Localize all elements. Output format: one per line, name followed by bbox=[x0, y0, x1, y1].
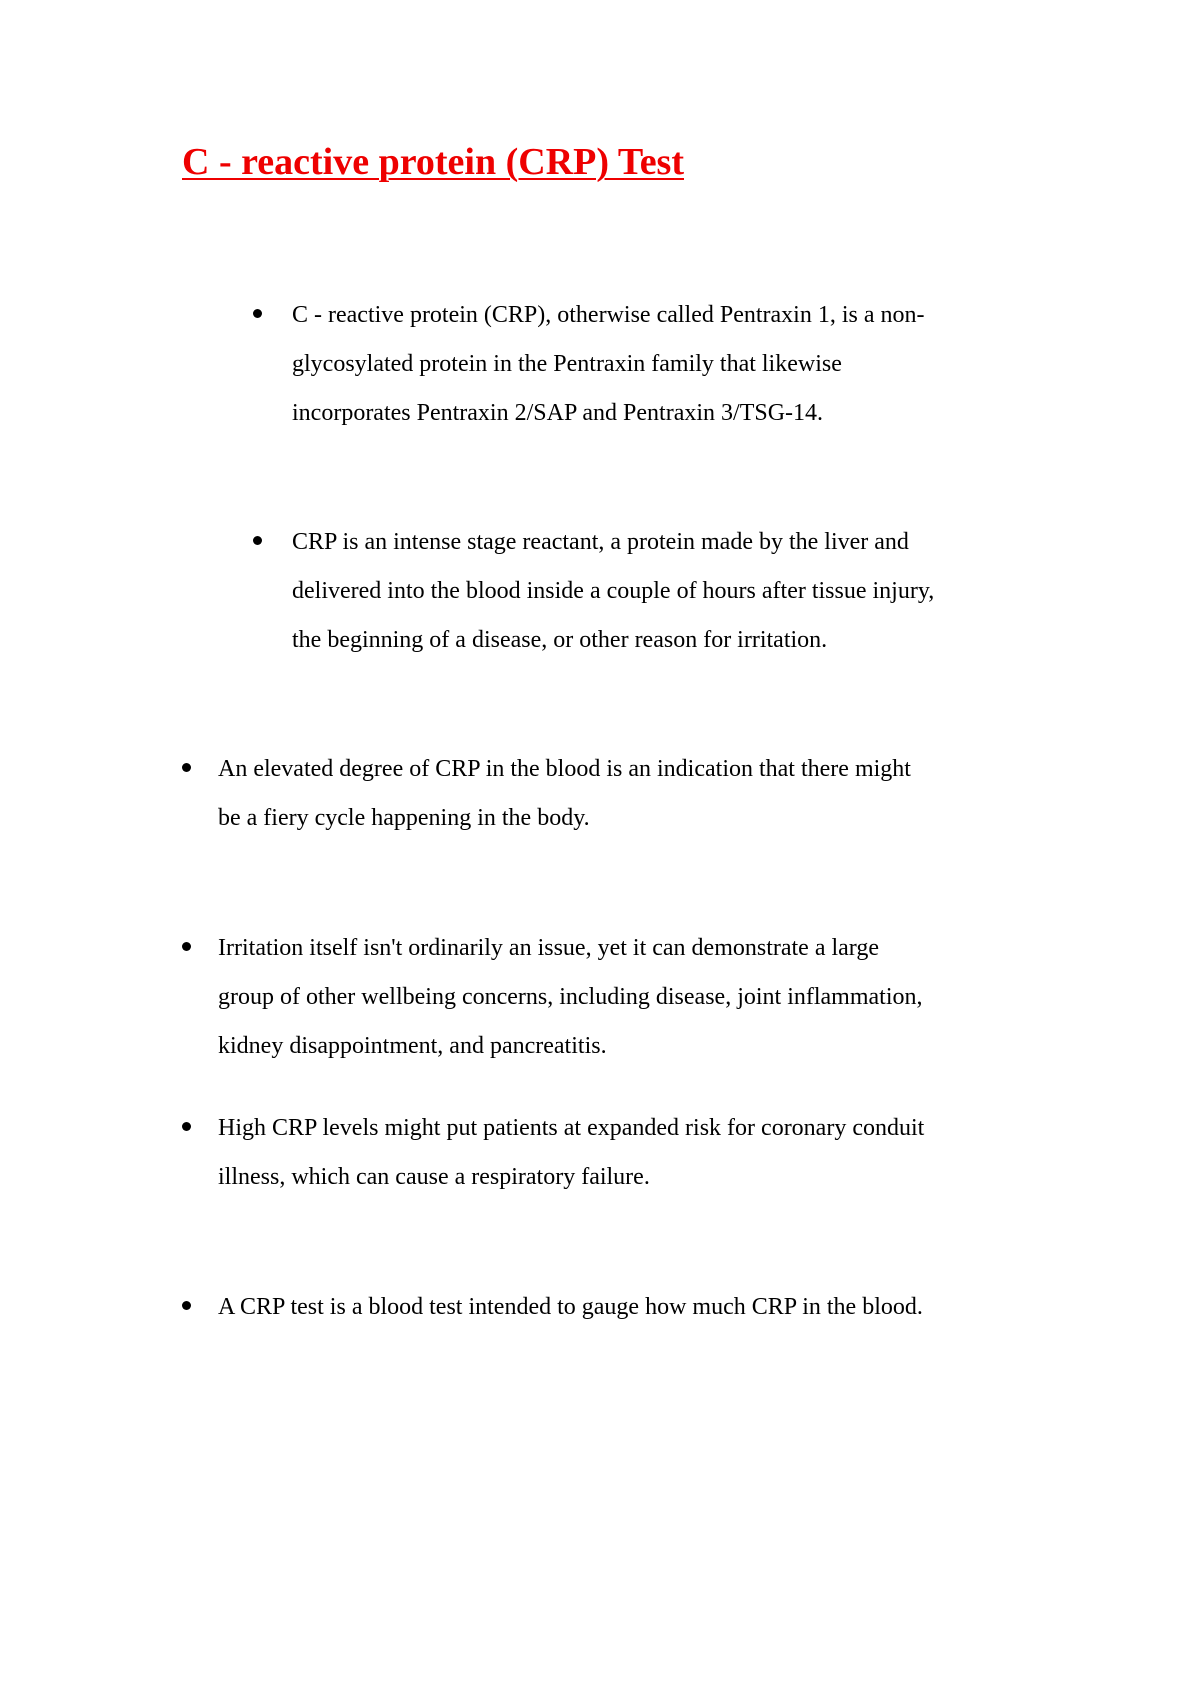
bullet-icon bbox=[253, 309, 262, 318]
list-item-line: High CRP levels might put patients at expanded risk for coronary conduit bbox=[218, 1115, 925, 1141]
list-item-line: Irritation itself isn't ordinarily an issue, yet it can demonstrate a large bbox=[218, 935, 880, 961]
bullet-icon bbox=[182, 763, 191, 772]
bullet-icon bbox=[182, 942, 191, 951]
list-item-line: delivered into the blood inside a couple of hours after tissue injury, bbox=[292, 578, 935, 604]
list-item-line: glycosylated protein in the Pentraxin family that likewise bbox=[292, 351, 842, 377]
list-item-line: the beginning of a disease, or other reason for irritation. bbox=[292, 627, 828, 653]
list-item-line: C - reactive protein (CRP), otherwise called Pentraxin 1, is a non- bbox=[292, 302, 925, 328]
list-item-line: An elevated degree of CRP in the blood is an indication that there might bbox=[218, 756, 911, 782]
bullet-icon bbox=[182, 1122, 191, 1131]
list-item bbox=[292, 291, 1072, 438]
list-item bbox=[218, 745, 1078, 843]
document-title: C - reactive protein (CRP) Test bbox=[182, 141, 684, 183]
bullet-icon bbox=[253, 536, 262, 545]
list-item bbox=[292, 518, 1072, 665]
bullet-icon bbox=[182, 1301, 191, 1310]
list-item bbox=[218, 924, 1078, 1071]
list-item-line: incorporates Pentraxin 2/SAP and Pentraxin 3/TSG-14. bbox=[292, 400, 824, 426]
list-item-line: A CRP test is a blood test intended to gauge how much CRP in the blood. bbox=[218, 1294, 923, 1320]
list-item bbox=[218, 1283, 1078, 1332]
list-item-line: illness, which can cause a respiratory failure. bbox=[218, 1164, 650, 1190]
list-item-line: be a fiery cycle happening in the body. bbox=[218, 805, 590, 831]
list-item-line: kidney disappointment, and pancreatitis. bbox=[218, 1033, 607, 1059]
list-item bbox=[218, 1104, 1078, 1202]
list-item-line: CRP is an intense stage reactant, a protein made by the liver and bbox=[292, 529, 909, 555]
list-item-line: group of other wellbeing concerns, including disease, joint inflammation, bbox=[218, 984, 923, 1010]
